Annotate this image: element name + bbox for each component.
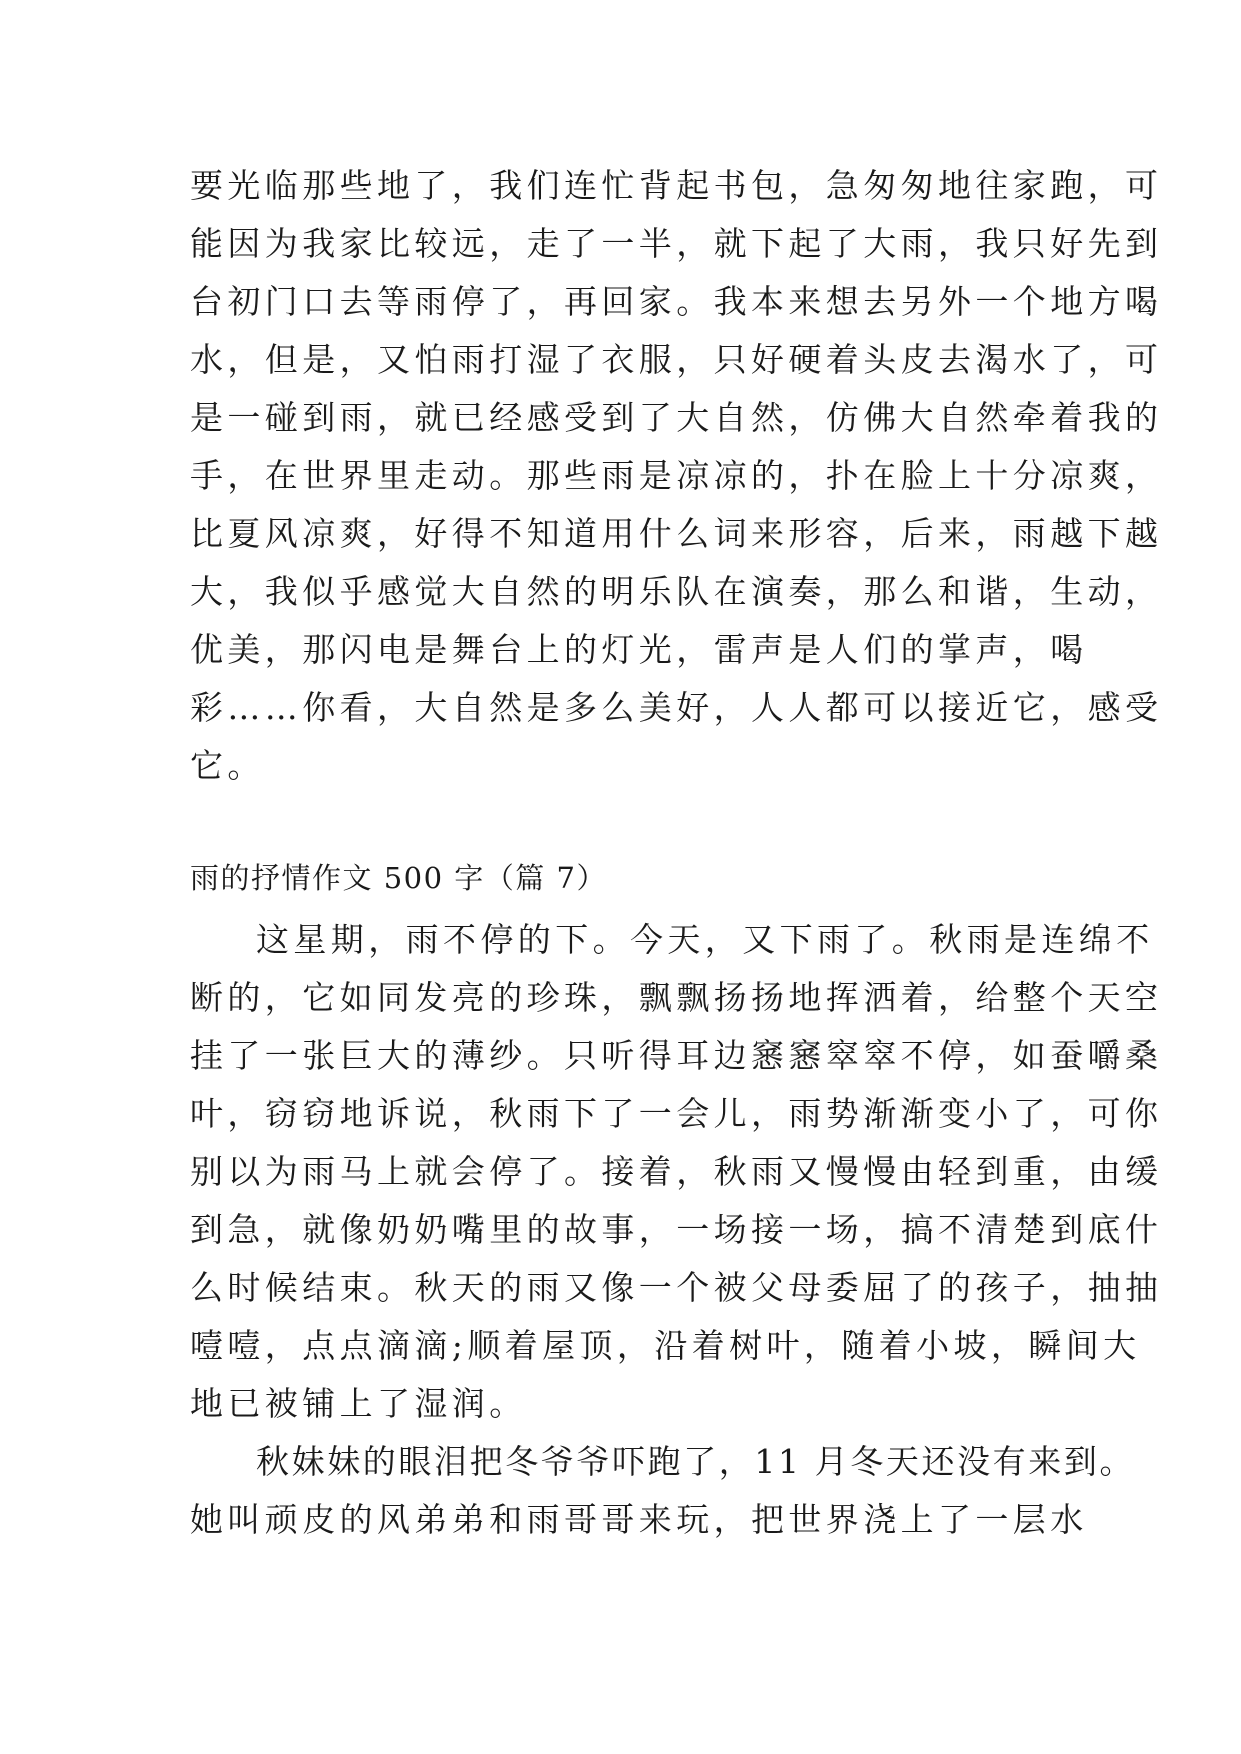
text-line: 大，我似乎感觉大自然的明乐队在演奏，那么和谐，生动， bbox=[190, 572, 1163, 611]
text-line: 彩……你看，大自然是多么美好，人人都可以接近它，感受 bbox=[190, 688, 1163, 727]
text-line: 她叫顽皮的风弟弟和雨哥哥来玩，把世界浇上了一层水 bbox=[190, 1500, 1088, 1539]
text-line: 噎噎，点点滴滴;顺着屋顶，沿着树叶，随着小坡，瞬间大 bbox=[190, 1326, 1141, 1365]
text-line: 挂了一张巨大的薄纱。只听得耳边窸窸窣窣不停，如蚕嚼桑 bbox=[190, 1036, 1163, 1075]
text-line: 比夏风凉爽，好得不知道用什么词来形容，后来，雨越下越 bbox=[190, 514, 1163, 553]
text-line: 手，在世界里走动。那些雨是凉凉的，扑在脸上十分凉爽， bbox=[190, 456, 1163, 495]
text-line: 么时候结束。秋天的雨又像一个被父母委屈了的孩子，抽抽 bbox=[190, 1268, 1163, 1307]
text-line: 这星期，雨不停的下。今天，又下雨了。秋雨是连绵不 bbox=[256, 920, 1154, 959]
text-line: 是一碰到雨，就已经感受到了大自然，仿佛大自然牵着我的 bbox=[190, 398, 1163, 437]
text-line: 别以为雨马上就会停了。接着，秋雨又慢慢由轻到重，由缓 bbox=[190, 1152, 1163, 1191]
text-line: 水，但是，又怕雨打湿了衣服，只好硬着头皮去渴水了，可 bbox=[190, 340, 1163, 379]
text-line: 能因为我家比较远，走了一半，就下起了大雨，我只好先到 bbox=[190, 224, 1163, 263]
text-line: 地已被铺上了湿润。 bbox=[190, 1384, 527, 1423]
text-line: 叶，窃窃地诉说，秋雨下了一会儿，雨势渐渐变小了，可你 bbox=[190, 1094, 1163, 1133]
text-line: 断的，它如同发亮的珍珠，飘飘扬扬地挥洒着，给整个天空 bbox=[190, 978, 1163, 1017]
text-line: 要光临那些地了，我们连忙背起书包，急匆匆地往家跑，可 bbox=[190, 166, 1163, 205]
text-line: 台初门口去等雨停了，再回家。我本来想去另外一个地方喝 bbox=[190, 282, 1163, 321]
text-line: 优美，那闪电是舞台上的灯光，雷声是人们的掌声，喝 bbox=[190, 630, 1088, 669]
section-heading: 雨的抒情作文 500 字（篇 7） bbox=[190, 861, 607, 895]
text-line: 它。 bbox=[190, 746, 265, 785]
text-line: 到急，就像奶奶嘴里的故事，一场接一场，搞不清楚到底什 bbox=[190, 1210, 1163, 1249]
text-line: 秋妹妹的眼泪把冬爷爷吓跑了，11 月冬天还没有来到。 bbox=[256, 1442, 1136, 1481]
